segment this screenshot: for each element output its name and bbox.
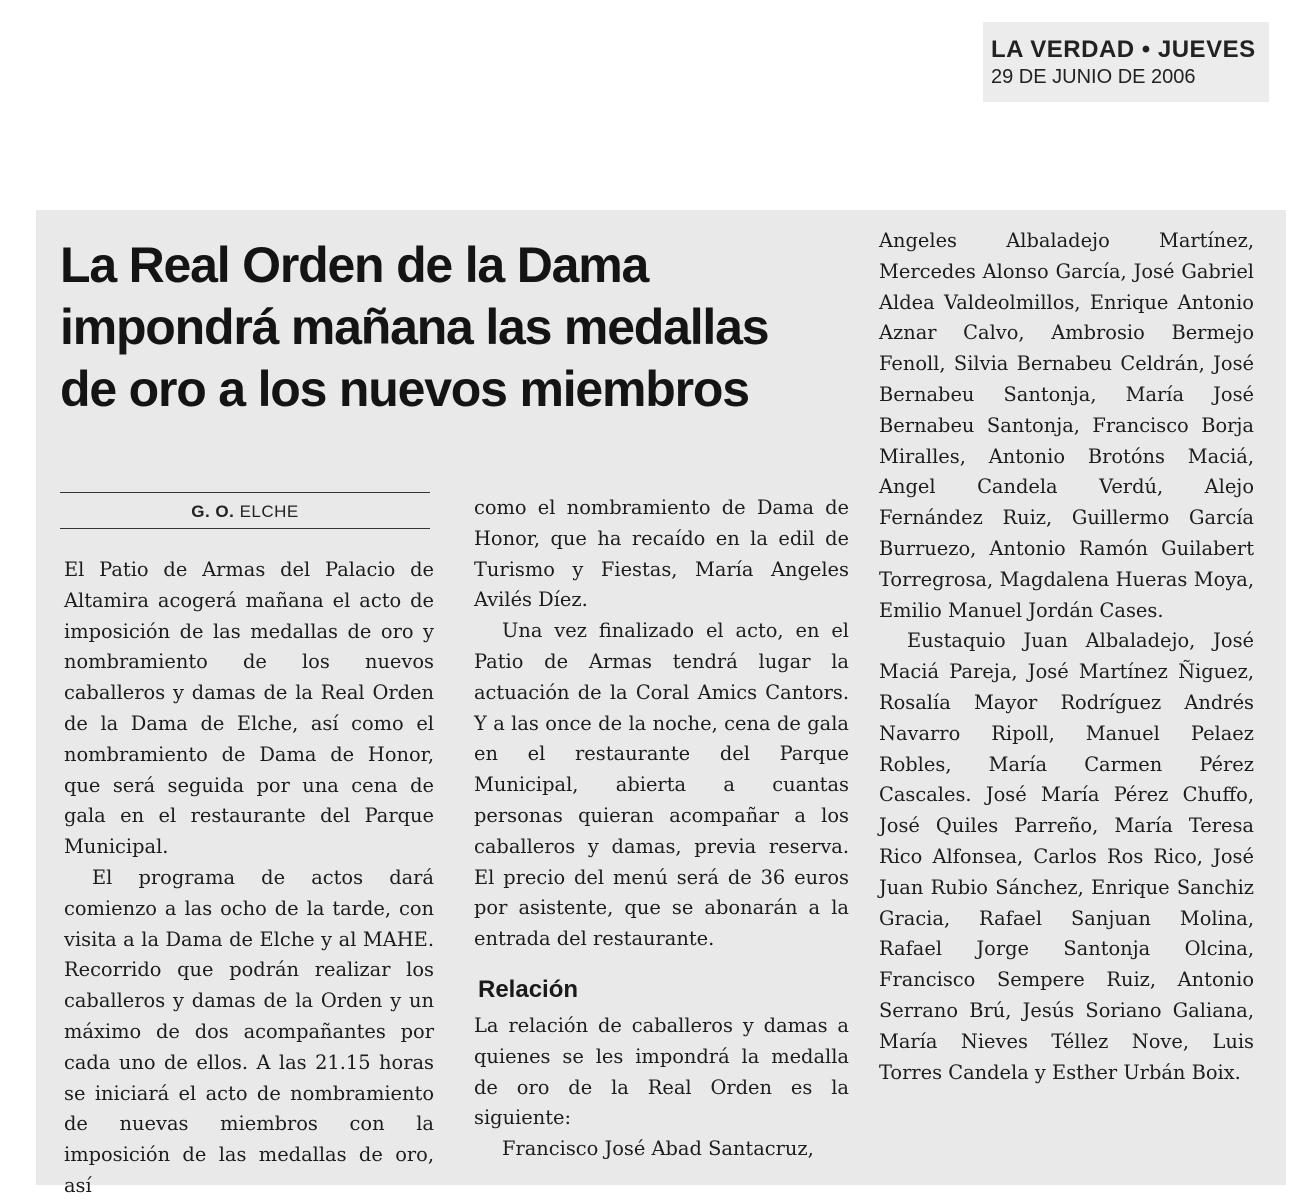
paragraph: El programa de actos dará comienzo a las ocho de la tarde, con visita a la Dama de Elche y al MAHE. Recorrido que podrán realizar los caballeros y damas de la Orden y un máximo de dos acompañantes por cada uno de ellos. A las 21.15 horas se iniciará el acto de nombramiento de nuevas miembros con la imposición de las medallas de oro, así [64,865,434,1197]
headline-line: de oro a los nuevos miembros [60,361,749,417]
masthead-date: 29 DE JUNIO DE 2006 [991,66,1196,88]
article-column-3 [879,226,1254,1088]
paragraph: El Patio de Armas del Palacio de Altamira acogerá mañana el acto de imposición de las medallas de oro y nombramiento de los nuevos caballeros y damas de la Real Orden de la Dama de Elche, así como el nombramiento de Dama de Honor, que será seguida por una cena de gala en el restaurante del Parque Municipal. [64,558,434,859]
article-headline [60,234,860,420]
paragraph: Una vez finalizado el acto, en el Patio de Armas tendrá lugar la actuación de la Coral Amics Cantors. Y a las once de la noche, cena de gala en el restaurante del Parque Municipal, abierta a cuantas personas quieran acompañar a los caballeros y damas, previa reserva. El precio del menú será de 36 euros por asistente, que se abonarán a la entrada del restaurante. [474,619,849,951]
article-column-2 [474,493,849,1165]
newspaper-name: LA VERDAD [991,36,1135,63]
byline [60,502,430,522]
section-subhead: Relación [478,975,579,1003]
headline-line: La Real Orden de la Dama [60,237,649,293]
byline-rule-bottom [60,528,430,529]
names-list-paragraph: Eustaquio Juan Albaladejo, José Maciá Pareja, José Martínez Ñiguez, Rosalía Mayor Rodríguez Andrés Navarro Ripoll, Manuel Pelaez Robles, María Carmen Pérez Cascales. José María Pérez Chuffo, José Quiles Parreño, María Teresa Rico Alfonsea, Carlos Ros Rico, José Juan Rubio Sánchez, Enrique Sanchiz Gracia, Rafael Sanjuan Molina, Rafael Jorge Santonja Olcina, Francisco Sempere Ruiz, Antonio Serrano Brú, Jesús Soriano Galiana, María Nieves Téllez Nove, Luis Torres Candela y Esther Urbán Boix. [879,629,1254,1084]
headline-line: impondrá mañana las medallas [60,299,769,355]
paragraph: como el nombramiento de Dama de Honor, que ha recaído en la edil de Turismo y Fiestas, María Angeles Avilés Díez. [474,496,849,612]
article-column-1 [64,555,434,1202]
masthead-separator: • [1141,36,1151,63]
byline-rule-top [60,492,430,493]
byline-author: G. O. [191,502,235,521]
masthead-line [991,36,1259,64]
names-list-paragraph: Angeles Albaladejo Martínez, Mercedes Alonso García, José Gabriel Aldea Valdeolmillos, Enrique Antonio Aznar Calvo, Ambrosio Bermejo Fenoll, Silvia Bernabeu Celdrán, José Bernabeu Santonja, María José Bernabeu Santonja, Francisco Borja Miralles, Antonio Brotóns Maciá, Angel Candela Verdú, Alejo Fernández Ruiz, Guillermo García Burruezo, Antonio Ramón Guilabert Torregrosa, Magdalena Hueras Moya, Emilio Manuel Jordán Cases. [879,229,1254,622]
paragraph: Francisco José Abad Santacruz, [502,1137,814,1161]
masthead [983,22,1269,102]
masthead-day: JUEVES [1157,36,1256,63]
byline-place: ELCHE [239,502,299,521]
paragraph: La relación de caballeros y damas a quienes se les impondrá la medalla de oro de la Real Orden es la siguiente: [474,1013,849,1130]
newspaper-clipping [36,210,1286,1197]
